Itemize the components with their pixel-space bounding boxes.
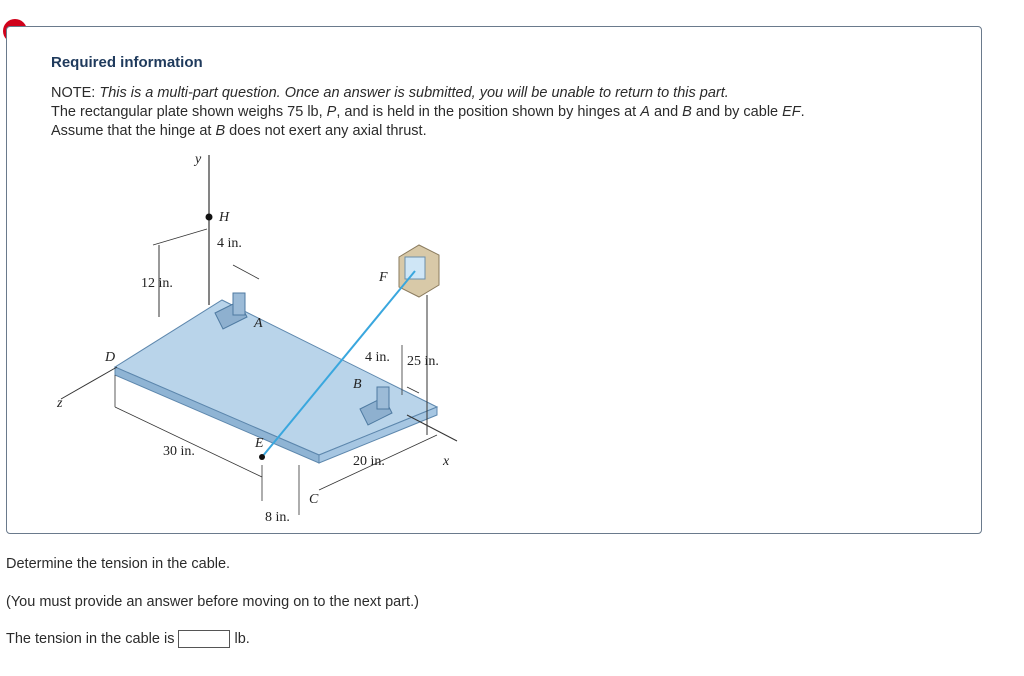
label-E: E xyxy=(255,436,264,451)
dim-4in-top: 4 in. xyxy=(217,236,242,251)
statement-line-2: The rectangular plate shown weighs 75 lb, P, and is held in the position shown by hinges at A and B and by cable EF. xyxy=(51,104,805,120)
label-D: D xyxy=(105,350,116,365)
answer-row xyxy=(6,630,250,648)
label-F: F xyxy=(379,270,388,285)
plate-figure xyxy=(47,145,517,535)
label-B: B xyxy=(353,377,362,392)
dim-30in: 30 in. xyxy=(163,444,195,459)
dim-20in: 20 in. xyxy=(353,454,385,469)
dim-25in: 25 in. xyxy=(407,354,439,369)
required-info-panel xyxy=(6,26,982,534)
answer-unit: lb. xyxy=(234,631,250,647)
question-instruction: (You must provide an answer before moving on to the next part.) xyxy=(6,594,419,610)
label-C: C xyxy=(309,492,319,507)
label-x: x xyxy=(443,454,450,469)
problem-statement xyxy=(51,84,805,141)
question-prompt: Determine the tension in the cable. xyxy=(6,556,231,572)
answer-label: The tension in the cable is xyxy=(6,631,175,647)
dim-8in: 8 in. xyxy=(265,510,290,525)
tension-answer-input[interactable] xyxy=(178,630,230,648)
statement-line-3: Assume that the hinge at B does not exert any axial thrust. xyxy=(51,123,427,139)
label-y: y xyxy=(195,152,202,167)
label-A: A xyxy=(254,316,263,331)
label-z: z xyxy=(57,396,63,411)
dim-12in: 12 in. xyxy=(141,276,173,291)
note-line: NOTE: This is a multi-part question. Once an answer is submitted, you will be unable to return to this part. xyxy=(51,85,729,101)
label-H: H xyxy=(219,210,230,225)
dim-4in-right: 4 in. xyxy=(365,350,390,365)
required-info-title: Required information xyxy=(51,54,203,71)
